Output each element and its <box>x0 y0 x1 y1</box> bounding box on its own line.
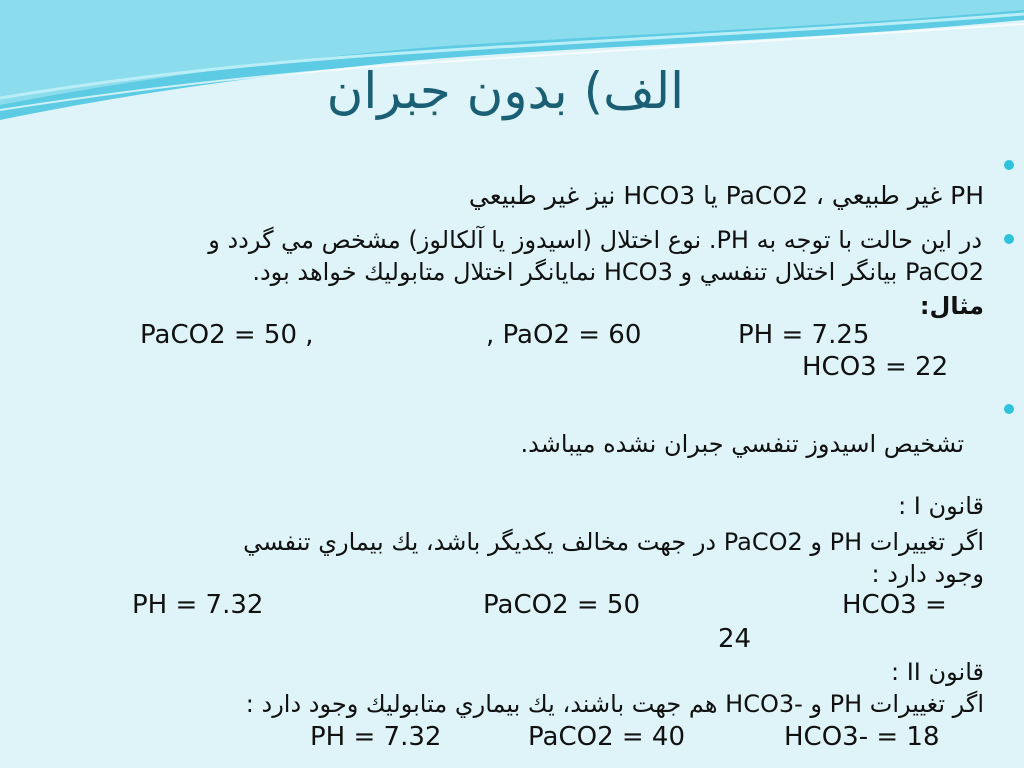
bullet-icon <box>1004 160 1014 170</box>
bullet1-text: PH غير طبيعي ، PaCO2 يا HCO3 نيز غير طبيعي <box>468 181 984 210</box>
rule2-title: قانون II : <box>891 658 984 686</box>
rule2-line1: اگر تغييرات PH و -HCO3 هم جهت باشند، يك بيماري متابوليك وجود دارد : <box>245 690 984 718</box>
bullet2-line1: در اين حالت با توجه به PH. نوع اختلال (اسيدوز يا آلكالوز) مشخص مي گردد و <box>208 226 982 254</box>
example-label: مثال: <box>919 292 984 320</box>
slide-title: الف) بدون جبران <box>326 62 684 120</box>
rule1-hco3: HCO3 = <box>842 590 947 620</box>
rule1-hco3-value: 24 <box>718 624 752 654</box>
rule1-line2: وجود دارد : <box>871 560 984 588</box>
bullet-icon <box>1004 234 1014 244</box>
diagnosis-text: تشخيص اسيدوز تنفسي جبران نشده ميباشد. <box>520 430 964 458</box>
rule1-ph: PH = 7.32 <box>132 590 264 620</box>
rule2-ph: PH = 7.32 <box>310 722 442 752</box>
bullet2-line2: PaCO2 بيانگر اختلال تنفسي و HCO3 نمايانگر اختلال متابوليك خواهد بود. <box>252 258 984 286</box>
rule2-hco3: HCO3- = 18 <box>784 722 940 752</box>
rule1-paco2: PaCO2 = 50 <box>483 590 641 620</box>
example-paco2: PaCO2 = 50 , <box>140 320 314 350</box>
rule2-paco2: PaCO2 = 40 <box>528 722 686 752</box>
rule1-title: قانون I : <box>898 492 984 520</box>
example-ph: PH = 7.25 <box>738 320 870 350</box>
bullet-icon <box>1004 404 1014 414</box>
example-pao2: , PaO2 = 60 <box>486 320 642 350</box>
example-hco3: HCO3 = 22 <box>802 352 949 382</box>
rule1-line1: اگر تغييرات PH و PaCO2 در جهت مخالف يكديگر باشد، يك بيماري تنفسي <box>243 528 984 556</box>
